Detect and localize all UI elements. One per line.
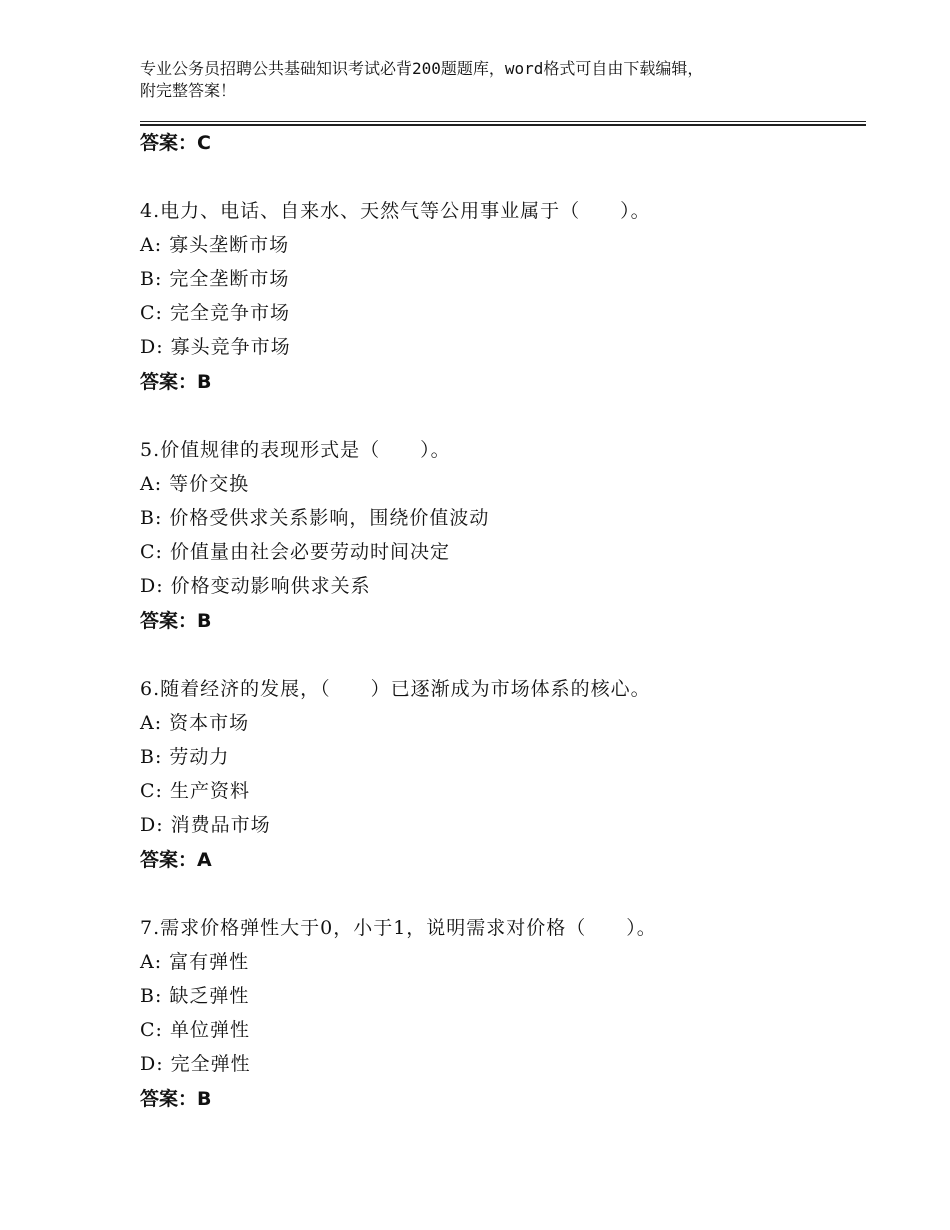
question-5-option-a: A: 等价交换	[140, 473, 250, 495]
header-text-line-2: 附完整答案！	[140, 81, 237, 100]
question-7-option-b: B: 缺乏弹性	[140, 985, 250, 1007]
question-5-option-b: B: 价格受供求关系影响，围绕价值波动	[140, 507, 490, 529]
question-4-option-d: D: 寡头竞争市场	[140, 336, 291, 358]
question-7-answer: 答案：B	[140, 1088, 212, 1110]
page-header	[140, 58, 830, 102]
question-6-answer: 答案：A	[140, 849, 212, 871]
question-7-option-a: A: 富有弹性	[140, 951, 250, 973]
question-4-option-b: B: 完全垄断市场	[140, 268, 290, 290]
question-4-stem: 4.电力、电话、自来水、天然气等公用事业属于（ ）。	[140, 200, 651, 222]
question-5-option-d: D: 价格变动影响供求关系	[140, 575, 371, 597]
question-6-option-c: C: 生产资料	[140, 780, 250, 802]
question-5-answer: 答案：B	[140, 610, 212, 632]
question-6-stem: 6.随着经济的发展，（ ）已逐渐成为市场体系的核心。	[140, 678, 651, 700]
question-7-stem: 7.需求价格弹性大于0，小于1，说明需求对价格（ ）。	[140, 917, 657, 939]
question-5-option-c: C: 价值量由社会必要劳动时间决定	[140, 541, 450, 563]
header-divider-thin	[140, 121, 866, 122]
question-4-option-c: C: 完全竞争市场	[140, 302, 290, 324]
header-text-line-1: 专业公务员招聘公共基础知识考试必背200题题库，word格式可自由下载编辑，	[140, 59, 704, 78]
question-6-option-b: B: 劳动力	[140, 746, 230, 768]
question-7-option-c: C: 单位弹性	[140, 1019, 250, 1041]
header-divider-thick	[140, 124, 866, 126]
question-4-answer: 答案：B	[140, 371, 212, 393]
question-4-option-a: A: 寡头垄断市场	[140, 234, 290, 256]
question-5-stem: 5.价值规律的表现形式是（ ）。	[140, 439, 451, 461]
question-7-option-d: D: 完全弹性	[140, 1053, 251, 1075]
previous-question-answer: 答案：C	[140, 132, 211, 154]
question-6-option-d: D: 消费品市场	[140, 814, 271, 836]
question-6-option-a: A: 资本市场	[140, 712, 250, 734]
